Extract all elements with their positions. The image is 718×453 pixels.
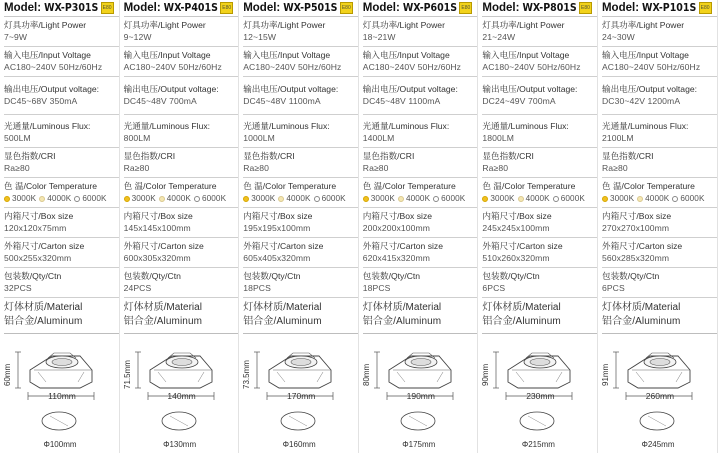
cutout-dimension: Φ215mm — [521, 440, 555, 449]
cri-label: 显色指数/CRI — [123, 151, 176, 161]
power-value: 9~12W — [123, 32, 152, 42]
box-size-value: 195x195x100mm — [243, 223, 311, 233]
carton-size-row — [602, 238, 718, 268]
power-label: 灯具功率/Light Power — [4, 20, 87, 30]
certification-badge-icon: E80 — [579, 2, 592, 14]
model-label: Model: — [601, 2, 640, 14]
qty-row — [124, 268, 240, 298]
color-temperature-label: 色 温/Color Temperature — [362, 181, 456, 191]
qty-value: 18PCS — [362, 283, 391, 293]
output-voltage-value: DC24~49V 700mA — [482, 96, 556, 106]
cct-option: 6000K — [441, 194, 466, 203]
carton-size-label: 外箱尺寸/Carton size — [4, 241, 85, 251]
box-size-value: 200x200x100mm — [362, 223, 431, 233]
qty-value: 6PCS — [482, 283, 506, 293]
material-label: 灯体材质/Material — [243, 302, 322, 313]
product-column — [478, 0, 598, 453]
cri-label: 显色指数/CRI — [482, 151, 534, 161]
input-voltage-value: AC180~240V 50Hz/60Hz — [482, 62, 581, 72]
material-row — [363, 298, 479, 334]
cct-option: 3000K — [609, 194, 635, 203]
dimension-drawing — [0, 342, 119, 453]
material-value: 铝合金/Aluminum — [362, 316, 442, 327]
carton-size-row — [243, 238, 359, 268]
cct-option: 4000K — [286, 194, 311, 203]
input-voltage-value: AC180~240V 50Hz/60Hz — [123, 62, 222, 72]
color-temperature-options — [482, 192, 598, 205]
model-number: WX-P301S — [44, 2, 99, 14]
power-value: 18~21W — [362, 32, 396, 42]
color-temperature-options — [4, 192, 120, 205]
input-voltage-row — [243, 47, 359, 77]
output-voltage-row — [4, 77, 120, 115]
color-temperature-label: 色 温/Color Temperature — [123, 181, 217, 191]
color-temperature-row — [124, 178, 240, 208]
model-number: WX-P401S — [163, 2, 218, 14]
qty-row — [243, 268, 359, 298]
cool-dot-icon — [314, 196, 320, 202]
certification-badge-icon: E80 — [101, 2, 114, 14]
input-voltage-label: 输入电压/Input Voltage — [4, 50, 91, 60]
cutout-dimension: Φ100mm — [43, 440, 77, 449]
output-voltage-row — [243, 77, 359, 115]
input-voltage-value: AC180~240V 50Hz/60Hz — [362, 62, 462, 72]
carton-size-label: 外箱尺寸/Carton size — [362, 241, 444, 251]
power-row — [243, 17, 359, 47]
luminous-flux-value: 800LM — [123, 133, 151, 143]
cri-value: Ra≥80 — [362, 163, 389, 173]
model-label: Model: — [4, 2, 42, 14]
input-voltage-row — [363, 47, 479, 77]
model-header — [482, 0, 598, 17]
power-label: 灯具功率/Light Power — [482, 20, 565, 30]
dimension-drawing — [598, 342, 717, 453]
cri-row — [602, 148, 718, 178]
cct-option: 6000K — [82, 194, 107, 203]
cri-row — [124, 148, 240, 178]
carton-size-value: 600x305x320mm — [123, 253, 191, 263]
luminous-flux-label: 光通量/Luminous Flux: — [601, 121, 689, 131]
neutral-dot-icon — [637, 196, 643, 202]
cct-option: 6000K — [321, 194, 346, 203]
cct-option: 3000K — [490, 194, 515, 203]
carton-size-label: 外箱尺寸/Carton size — [601, 241, 683, 251]
material-label: 灯体材质/Material — [4, 302, 83, 313]
model-label: Model: — [243, 2, 281, 14]
input-voltage-row — [4, 47, 120, 77]
power-value: 24~30W — [601, 32, 635, 42]
cct-option: 6000K — [680, 194, 705, 203]
dimension-drawing — [359, 342, 478, 453]
color-temperature-options — [363, 192, 479, 205]
carton-size-label: 外箱尺寸/Carton size — [243, 241, 324, 251]
output-voltage-label: 输出电压/Output voltage: — [243, 84, 339, 94]
neutral-dot-icon — [278, 196, 284, 202]
box-size-row — [243, 208, 359, 238]
cct-option: 6000K — [201, 194, 227, 203]
carton-size-row — [482, 238, 598, 268]
cool-dot-icon — [194, 196, 200, 202]
cri-value: Ra≥80 — [601, 163, 628, 173]
box-size-label: 内箱尺寸/Box size — [601, 211, 672, 221]
model-header — [4, 0, 120, 17]
output-voltage-value: DC45~48V 1100mA — [243, 96, 321, 106]
cri-row — [482, 148, 598, 178]
product-column — [359, 0, 479, 453]
color-temperature-options — [243, 192, 359, 205]
cri-row — [243, 148, 359, 178]
power-value: 12~15W — [243, 32, 277, 42]
power-label: 灯具功率/Light Power — [243, 20, 326, 30]
product-column — [598, 0, 718, 453]
input-voltage-row — [482, 47, 598, 77]
qty-row — [602, 268, 718, 298]
model-number: WX-P101S — [642, 2, 697, 14]
output-voltage-value: DC30~42V 1200mA — [601, 96, 681, 106]
cct-option: 3000K — [251, 194, 276, 203]
cool-dot-icon — [74, 196, 80, 202]
power-label: 灯具功率/Light Power — [601, 20, 685, 30]
box-size-value: 145x145x100mm — [123, 223, 191, 233]
luminous-flux-label: 光通量/Luminous Flux: — [243, 121, 330, 131]
height-dimension: 91mm — [600, 363, 610, 387]
model-header — [363, 0, 479, 17]
warm-dot-icon — [4, 196, 10, 202]
input-voltage-value: AC180~240V 50Hz/60Hz — [243, 62, 342, 72]
output-voltage-row — [482, 77, 598, 115]
luminous-flux-row — [482, 115, 598, 148]
certification-badge-icon: E80 — [459, 2, 472, 14]
model-label: Model: — [123, 2, 161, 14]
output-voltage-row — [363, 77, 479, 115]
model-header — [124, 0, 240, 17]
width-dimension: 190mm — [406, 391, 435, 401]
cri-value: Ra≥80 — [4, 163, 30, 173]
luminous-flux-value: 1400LM — [362, 133, 395, 143]
width-dimension: 170mm — [287, 391, 316, 401]
cct-option: 4000K — [645, 194, 670, 203]
input-voltage-label: 输入电压/Input Voltage — [243, 50, 331, 60]
color-temperature-row — [243, 178, 359, 208]
carton-size-value: 605x405x320mm — [243, 253, 311, 263]
model-number: WX-P601S — [402, 2, 458, 14]
qty-label: 包装数/Qty/Ctn — [482, 271, 540, 281]
input-voltage-row — [124, 47, 240, 77]
luminous-flux-label: 光通量/Luminous Flux: — [123, 121, 211, 131]
material-value: 铝合金/Aluminum — [123, 316, 203, 327]
product-column — [120, 0, 240, 453]
box-size-label: 内箱尺寸/Box size — [482, 211, 552, 221]
box-size-row — [124, 208, 240, 238]
output-voltage-label: 输出电压/Output voltage: — [4, 84, 100, 94]
warm-dot-icon — [482, 196, 488, 202]
warm-dot-icon — [243, 196, 249, 202]
carton-size-label: 外箱尺寸/Carton size — [482, 241, 563, 251]
qty-value: 24PCS — [123, 283, 152, 293]
input-voltage-value: AC180~240V 50Hz/60Hz — [4, 62, 103, 72]
power-value: 21~24W — [482, 32, 516, 42]
input-voltage-label: 输入电压/Input Voltage — [123, 50, 211, 60]
material-row — [124, 298, 240, 334]
material-label: 灯体材质/Material — [123, 302, 202, 313]
neutral-dot-icon — [159, 196, 165, 202]
model-header — [243, 0, 359, 17]
height-dimension: 60mm — [3, 363, 12, 387]
color-temperature-label: 色 温/Color Temperature — [4, 181, 97, 191]
cutout-dimension: Φ175mm — [402, 440, 436, 449]
qty-value: 32PCS — [4, 283, 32, 293]
model-number: WX-P501S — [283, 2, 338, 14]
luminous-flux-label: 光通量/Luminous Flux: — [482, 121, 569, 131]
material-row — [482, 298, 598, 334]
carton-size-value: 510x260x320mm — [482, 253, 550, 263]
qty-row — [4, 268, 120, 298]
output-voltage-row — [124, 77, 240, 115]
product-column — [0, 0, 120, 453]
box-size-value: 270x270x100mm — [601, 223, 670, 233]
output-voltage-label: 输出电压/Output voltage: — [362, 84, 458, 94]
material-value: 铝合金/Aluminum — [243, 316, 322, 327]
qty-label: 包装数/Qty/Ctn — [362, 271, 421, 281]
luminous-flux-value: 1800LM — [482, 133, 515, 143]
material-row — [4, 298, 120, 334]
qty-label: 包装数/Qty/Ctn — [4, 271, 62, 281]
luminous-flux-row — [602, 115, 718, 148]
qty-row — [482, 268, 598, 298]
neutral-dot-icon — [518, 196, 524, 202]
neutral-dot-icon — [398, 196, 404, 202]
dimension-drawing — [478, 342, 597, 453]
power-value: 7~9W — [4, 32, 28, 42]
qty-value: 6PCS — [601, 283, 625, 293]
luminous-flux-value: 1000LM — [243, 133, 275, 143]
material-label: 灯体材质/Material — [482, 302, 561, 313]
material-value: 铝合金/Aluminum — [482, 316, 561, 327]
color-temperature-row — [482, 178, 598, 208]
color-temperature-row — [602, 178, 718, 208]
luminous-flux-row — [363, 115, 479, 148]
power-row — [124, 17, 240, 47]
cri-value: Ra≥80 — [123, 163, 150, 173]
power-label: 灯具功率/Light Power — [362, 20, 445, 30]
cri-label: 显色指数/CRI — [362, 151, 415, 161]
carton-size-value: 500x255x320mm — [4, 253, 72, 263]
box-size-label: 内箱尺寸/Box size — [123, 211, 193, 221]
cri-label: 显色指数/CRI — [243, 151, 295, 161]
cct-option: 3000K — [131, 194, 156, 203]
warm-dot-icon — [124, 196, 130, 202]
qty-row — [363, 268, 479, 298]
color-temperature-row — [4, 178, 120, 208]
box-size-row — [482, 208, 598, 238]
height-dimension: 73.5mm — [242, 360, 252, 390]
cutout-dimension: Φ130mm — [163, 440, 197, 449]
cct-option: 3000K — [12, 194, 37, 203]
power-row — [602, 17, 718, 47]
output-voltage-value: DC45~48V 1100mA — [362, 96, 441, 106]
width-dimension: 260mm — [645, 391, 675, 401]
input-voltage-value: AC180~240V 50Hz/60Hz — [601, 62, 701, 72]
luminous-flux-label: 光通量/Luminous Flux: — [4, 121, 91, 131]
certification-badge-icon: E80 — [220, 2, 233, 14]
dimension-drawing — [239, 342, 358, 453]
cri-label: 显色指数/CRI — [601, 151, 654, 161]
cri-row — [4, 148, 120, 178]
cct-option: 6000K — [560, 194, 585, 203]
input-voltage-label: 输入电压/Input Voltage — [601, 50, 689, 60]
material-value: 铝合金/Aluminum — [601, 316, 681, 327]
warm-dot-icon — [363, 196, 369, 202]
height-dimension: 80mm — [361, 363, 371, 387]
material-label: 灯体材质/Material — [601, 302, 681, 313]
power-row — [4, 17, 120, 47]
luminous-flux-row — [4, 115, 120, 148]
input-voltage-row — [602, 47, 718, 77]
power-label: 灯具功率/Light Power — [123, 20, 206, 30]
color-temperature-row — [363, 178, 479, 208]
cct-option: 4000K — [405, 194, 431, 203]
qty-value: 18PCS — [243, 283, 271, 293]
box-size-label: 内箱尺寸/Box size — [243, 211, 313, 221]
model-label: Model: — [482, 2, 520, 14]
luminous-flux-value: 2100LM — [601, 133, 634, 143]
color-temperature-label: 色 温/Color Temperature — [482, 181, 576, 191]
qty-label: 包装数/Qty/Ctn — [243, 271, 301, 281]
luminous-flux-value: 500LM — [4, 133, 31, 143]
cutout-dimension: Φ160mm — [282, 440, 316, 449]
cct-option: 4000K — [166, 194, 191, 203]
cutout-dimension: Φ245mm — [641, 440, 675, 449]
column-divider — [717, 0, 718, 453]
carton-size-row — [4, 238, 120, 268]
color-temperature-options — [124, 192, 240, 205]
carton-size-row — [124, 238, 240, 268]
power-row — [482, 17, 598, 47]
color-temperature-label: 色 温/Color Temperature — [243, 181, 337, 191]
box-size-label: 内箱尺寸/Box size — [362, 211, 433, 221]
carton-size-value: 560x285x320mm — [601, 253, 670, 263]
width-dimension: 110mm — [48, 391, 76, 401]
luminous-flux-row — [124, 115, 240, 148]
cri-label: 显色指数/CRI — [4, 151, 56, 161]
certification-badge-icon: E80 — [699, 2, 712, 14]
input-voltage-label: 输入电压/Input Voltage — [482, 50, 570, 60]
carton-size-row — [363, 238, 479, 268]
box-size-value: 120x120x75mm — [4, 223, 67, 233]
model-label: Model: — [362, 2, 400, 14]
carton-size-value: 620x415x320mm — [362, 253, 431, 263]
height-dimension: 71.5mm — [122, 360, 132, 390]
color-temperature-options — [602, 192, 718, 205]
width-dimension: 230mm — [526, 391, 555, 401]
cool-dot-icon — [553, 196, 559, 202]
output-voltage-row — [602, 77, 718, 115]
qty-label: 包装数/Qty/Ctn — [123, 271, 181, 281]
warm-dot-icon — [602, 196, 608, 202]
input-voltage-label: 输入电压/Input Voltage — [362, 50, 450, 60]
cct-option: 3000K — [370, 194, 395, 203]
luminous-flux-label: 光通量/Luminous Flux: — [362, 121, 450, 131]
box-size-value: 245x245x100mm — [482, 223, 550, 233]
box-size-row — [4, 208, 120, 238]
box-size-row — [602, 208, 718, 238]
product-column — [239, 0, 359, 453]
cri-value: Ra≥80 — [243, 163, 269, 173]
output-voltage-label: 输出电压/Output voltage: — [482, 84, 578, 94]
output-voltage-value: DC45~68V 350mA — [4, 96, 78, 106]
color-temperature-label: 色 温/Color Temperature — [601, 181, 695, 191]
width-dimension: 140mm — [167, 391, 196, 401]
model-number: WX-P801S — [522, 2, 577, 14]
material-value: 铝合金/Aluminum — [4, 316, 83, 327]
box-size-row — [363, 208, 479, 238]
material-row — [602, 298, 718, 334]
cri-row — [363, 148, 479, 178]
output-voltage-label: 输出电压/Output voltage: — [601, 84, 698, 94]
output-voltage-value: DC45~48V 700mA — [123, 96, 197, 106]
model-header — [602, 0, 718, 17]
cri-value: Ra≥80 — [482, 163, 509, 173]
cct-option: 4000K — [47, 194, 72, 203]
qty-label: 包装数/Qty/Ctn — [601, 271, 660, 281]
cct-option: 4000K — [525, 194, 550, 203]
certification-badge-icon: E80 — [340, 2, 353, 14]
carton-size-label: 外箱尺寸/Carton size — [123, 241, 204, 251]
cool-dot-icon — [672, 196, 678, 202]
box-size-label: 内箱尺寸/Box size — [4, 211, 74, 221]
neutral-dot-icon — [39, 196, 45, 202]
height-dimension: 90mm — [481, 363, 491, 387]
output-voltage-label: 输出电压/Output voltage: — [123, 84, 219, 94]
material-row — [243, 298, 359, 334]
cool-dot-icon — [433, 196, 439, 202]
power-row — [363, 17, 479, 47]
dimension-drawing — [120, 342, 239, 453]
luminous-flux-row — [243, 115, 359, 148]
material-label: 灯体材质/Material — [362, 302, 442, 313]
